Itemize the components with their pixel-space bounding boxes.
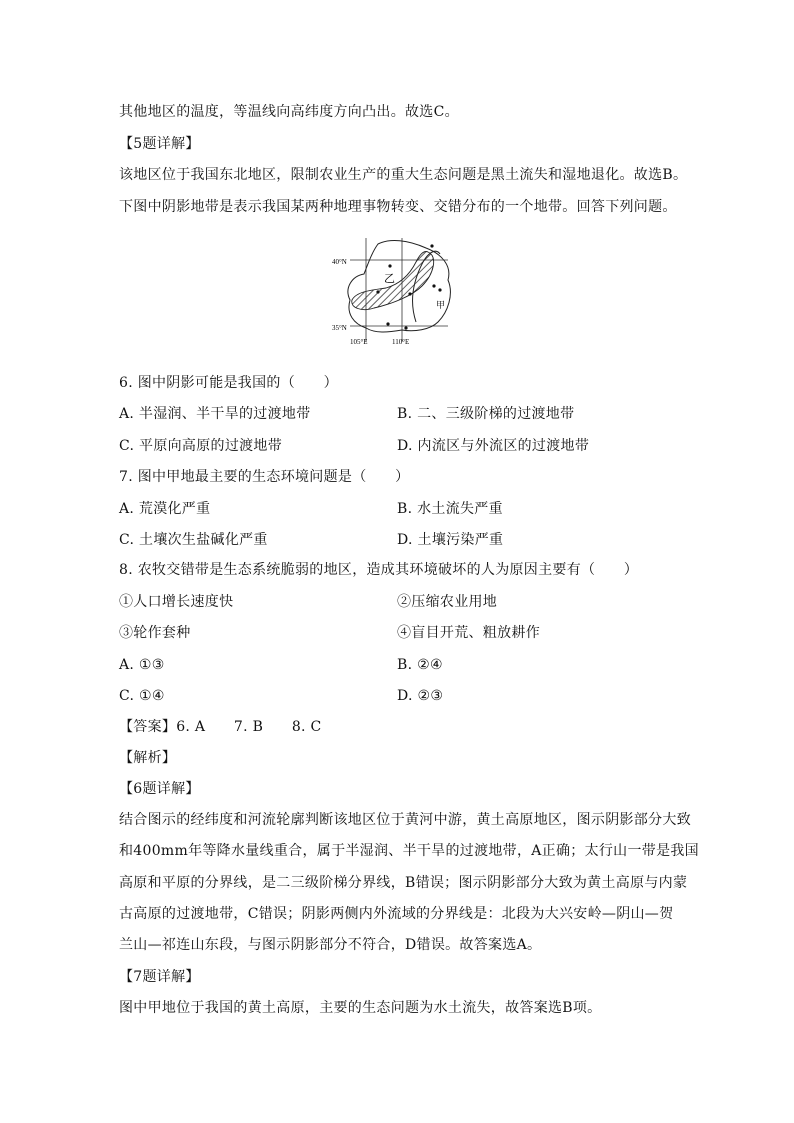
map-point (432, 284, 435, 287)
map-point (430, 244, 433, 247)
q8-statement-2: ②压缩农业用地 (397, 594, 498, 610)
map-point (386, 322, 389, 325)
q6-option-b: B. 二、三级阶梯的过渡地带 (397, 406, 575, 422)
question-8: 8. 农牧交错带是生态系统脆弱的地区，造成其环境破坏的人为原因主要有（ ） (119, 562, 639, 578)
q7-detail-text: 图中甲地位于我国的黄土高原，主要的生态问题为水土流失，故答案选B项。 (119, 1000, 602, 1016)
map-figure (330, 234, 470, 346)
q6-detail-text: 高原和平原的分界线，是二三级阶梯分界线，B错误；图示阴影部分大致为黄土高原与内蒙 (119, 875, 688, 891)
question-7: 7. 图中甲地最主要的生态环境问题是（ ） (119, 469, 410, 485)
q6-option-c: C. 平原向高原的过渡地带 (119, 438, 283, 454)
label-jia: 甲 (436, 300, 446, 310)
map-point (408, 292, 411, 295)
q6-option-d: D. 内流区与外流区的过渡地带 (397, 438, 590, 454)
q6-detail-text: 结合图示的经纬度和河流轮廓判断该地区位于黄河中游，黄土高原地区，图示阴影部分大致 (119, 812, 691, 828)
q8-option-a: A. ①③ (119, 657, 165, 673)
label-lat-35: 35°N (332, 324, 347, 332)
q7-option-b: B. 水土流失严重 (397, 501, 503, 517)
q8-statement-3: ③轮作套种 (119, 625, 191, 641)
label-yi: 乙 (384, 273, 395, 285)
line-3: 该地区位于我国东北地区，限制农业生产的重大生态问题是黑土流失和湿地退化。故选B。 (119, 167, 688, 183)
analysis-heading: 【解析】 (119, 750, 177, 766)
q8-option-b: B. ②④ (397, 657, 443, 673)
q8-option-c: C. ①④ (119, 688, 165, 704)
q6-detail-text: 兰山—祁连山东段，与图示阴影部分不符合，D错误。故答案选A。 (119, 937, 542, 953)
map-point (388, 264, 391, 267)
q6-detail-text: 和400mm年等降水量线重合，属于半湿润、半干旱的过渡地带，A正确；太行山一带是我国 (119, 843, 699, 859)
map-point (438, 288, 441, 291)
q8-statement-4: ④盲目开荒、粗放耕作 (397, 625, 540, 641)
answer-line: 【答案】6. A 7. B 8. C (119, 719, 322, 735)
question-6: 6. 图中阴影可能是我国的（ ） (119, 375, 338, 391)
q7-option-d: D. 土壤污染严重 (397, 532, 504, 548)
q7-option-c: C. 土壤次生盐碱化严重 (119, 532, 268, 548)
q7-detail-heading: 【7题详解】 (119, 969, 200, 985)
line-4: 下图中阴影地带是表示我国某两种地理事物转变、交错分布的一个地带。回答下列问题。 (119, 199, 677, 215)
q8-statement-1: ①人口增长速度快 (119, 594, 234, 610)
label-lon-110: 110°E (392, 338, 410, 346)
label-lon-105: 105°E (350, 338, 368, 346)
line-1: 其他地区的温度，等温线向高纬度方向凸出。故选C。 (119, 104, 459, 120)
label-lat-40: 40°N (332, 258, 347, 266)
map-point (376, 290, 379, 293)
heading-q5-detail: 【5题详解】 (119, 136, 200, 152)
q7-option-a: A. 荒漠化严重 (119, 501, 211, 517)
q8-option-d: D. ②③ (397, 688, 444, 704)
q6-detail-text: 古高原的过渡地带，C错误；阴影两侧内外流域的分界线是：北段为大兴安岭—阴山—贺 (119, 906, 674, 922)
q6-detail-heading: 【6题详解】 (119, 781, 200, 797)
map-point (404, 326, 407, 329)
q6-option-a: A. 半湿润、半干旱的过渡地带 (119, 406, 311, 422)
